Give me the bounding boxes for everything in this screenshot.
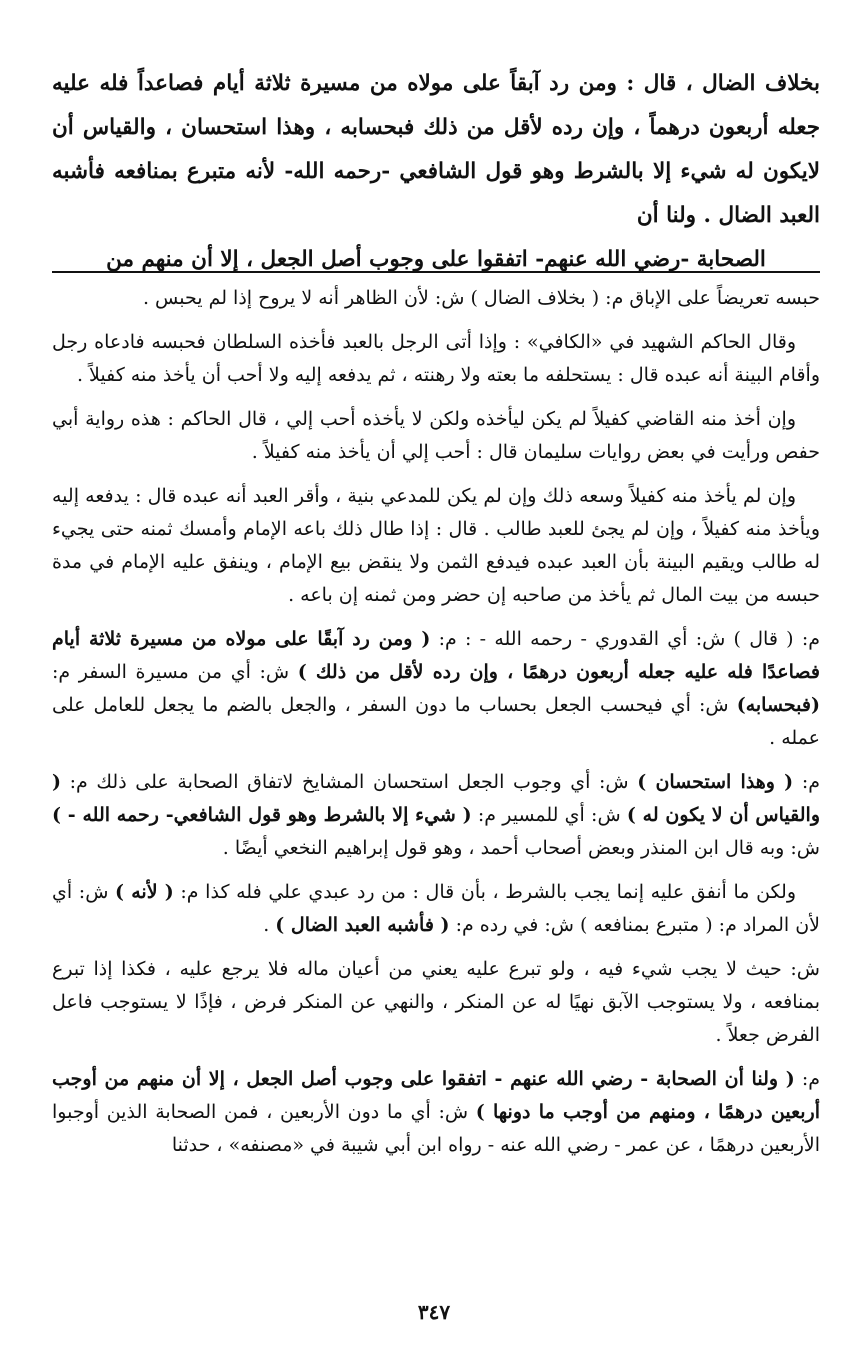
p6-quote-shafii: ( شيء إلا بالشرط وهو قول الشافعي- رحمه الله - ): [52, 804, 472, 826]
commentary-paragraph-1: حبسه تعريضاً على الإباق م: ( بخلاف الضال ) ش: لأن الظاهر أنه لا يروح إذا لم يحبس .: [142, 287, 820, 309]
main-line-4: الصحابة -رضي الله عنهم- اتفقوا على وجوب أصل الجعل ، إلا أن منهم من: [106, 247, 766, 272]
p9-part-c: ش: أي ما دون الأربعين ، فمن الصحابة الذين أوجبوا الأربعين درهمًا ، عن عمر - رضي الله عنه - رواه ابن أبي شيبة في «مصنفه» ، حدثنا: [52, 1101, 820, 1156]
p6-part-c: ش: أي وجوب الجعل استحسان المشايخ لاتفاق الصحابة على ذلك م:: [61, 771, 638, 793]
p5-quote-hisab: (فبحسابه): [736, 694, 820, 716]
p7-part-a: ولكن ما أنفق عليه إنما يجب بالشرط ، بأن قال : من رد عبدي علي فله كذا م:: [173, 881, 796, 903]
main-line-1: بخلاف الضال ، قال : ومن رد آبقاً على مولاه من مسيرة ثلاثة أيام فصاعداً فله عليه جعله: [52, 71, 820, 140]
commentary-paragraph-9: [52, 1063, 820, 1162]
commentary-block: [52, 282, 820, 1173]
p7-quote-liannahu: ( لأنه ): [115, 881, 174, 903]
commentary-paragraph-5: [52, 623, 820, 755]
p6-part-g: ش: وبه قال ابن المنذر وبعض أصحاب أحمد ، وهو قول إبراهيم النخعي أيضًا .: [222, 837, 820, 859]
p5-part-c: ش: أي من مسيرة السفر م:: [52, 661, 298, 683]
commentary-paragraph-3: وإن أخذ منه القاضي كفيلاً لم يكن ليأخذه ولكن لا يأخذه أحب إلي ، قال الحاكم : هذه رواية أبي حفص ورأيت في بعض روايات سليمان قال : أحب إلي أن يأخذ منه كفيلاً .: [52, 408, 820, 463]
p7-part-c: ش: أي لأن المراد م: ( متبرع بمنافعه ) ش: في رده م:: [52, 881, 820, 936]
main-text-block: [52, 62, 820, 282]
p9-part-a: م:: [794, 1068, 820, 1090]
commentary-paragraph-2: وقال الحاكم الشهيد في «الكافي» : وإذا أتى الرجل بالعبد فأخذه السلطان فحبسه فادعاه رجل وأقام البينة أنه عبده قال : يستحلفه ما بعته ولا رهنته ، ثم يدفعه إليه ولا أحب أن يأخذ منه كفيلاً .: [52, 331, 820, 386]
commentary-paragraph-8: ش: حيث لا يجب شيء فيه ، ولو تبرع عليه يعني من أعيان ماله فلا يرجع عليه ، فكذا إذا تبرع بمنافعه ، ولا يستوجب الآبق نهيًا له عن المنكر ، والنهي عن المنكر فرض ، فإذًا لا يستوجب فاعل الفرض جعلاً .: [52, 958, 820, 1046]
main-text: [52, 62, 820, 282]
p5-part-e: ش: أي فيحسب الجعل بحساب ما دون السفر ، والجعل بالضم ما يجعل للعامل على عمله .: [52, 694, 820, 749]
commentary-paragraph-7: [52, 876, 820, 942]
p9-quote-sahaba: ( ولنا أن الصحابة - رضي الله عنهم - اتفقوا على وجوب أصل الجعل ، إلا أن منهم من أوجب أربعين درهمًا ، ومنهم من أوجب ما دونها ): [52, 1068, 820, 1123]
commentary-paragraph-6: [52, 766, 820, 865]
p5-part-a: م: ( قال ) ش: أي القدوري - رحمه الله - : م:: [430, 628, 820, 650]
p6-part-e: ش: أي للمسير م:: [471, 804, 627, 826]
p7-quote-ashbah: ( فأشبه العبد الضال ): [275, 914, 450, 936]
p6-quote-istihsan: ( وهذا استحسان ): [637, 771, 794, 793]
main-line-2: أربعون درهماً ، وإن رده لأقل من ذلك فبحسابه ، وهذا استحسان ، والقياس أن لايكون له شيء: [52, 115, 820, 184]
main-line-3: إلا بالشرط وهو قول الشافعي -رحمه الله- لأنه متبرع بمنافعه فأشبه العبد الضال . ولنا أن: [52, 159, 820, 228]
p6-quote-qiyas: ( والقياس أن لا يكون له ): [52, 771, 820, 826]
page-number: ٣٤٧: [417, 1300, 451, 1324]
p5-quote-main: ( ومن رد آبقًا على مولاه من مسيرة ثلاثة أيام فصاعدًا فله عليه جعله أربعون درهمًا ، وإن رده لأقل من ذلك ): [52, 628, 820, 683]
p7-part-e: .: [263, 914, 276, 936]
section-divider: [52, 271, 820, 273]
commentary-paragraph-4: وإن لم يأخذ منه كفيلاً وسعه ذلك وإن لم يكن للمدعي بنية ، وأقر العبد أنه عبده قال : يدفعه إليه ويأخذ منه كفيلاً ، وإن لم يجئ للعبد طالب . قال : إذا طال ذلك باعه الإمام وأمسك ثمنه حتى يجيء له طالب ويقيم البينة بأن العبد عبده فيدفع الثمن ولا ينقض بيع الإمام ، وينفق عليه الإمام في مدة حبسه من بيت المال ثم يأخذ من صاحبه إن حضر ومن ثمنه إن باعه .: [52, 485, 820, 606]
p6-part-a: م:: [793, 771, 820, 793]
